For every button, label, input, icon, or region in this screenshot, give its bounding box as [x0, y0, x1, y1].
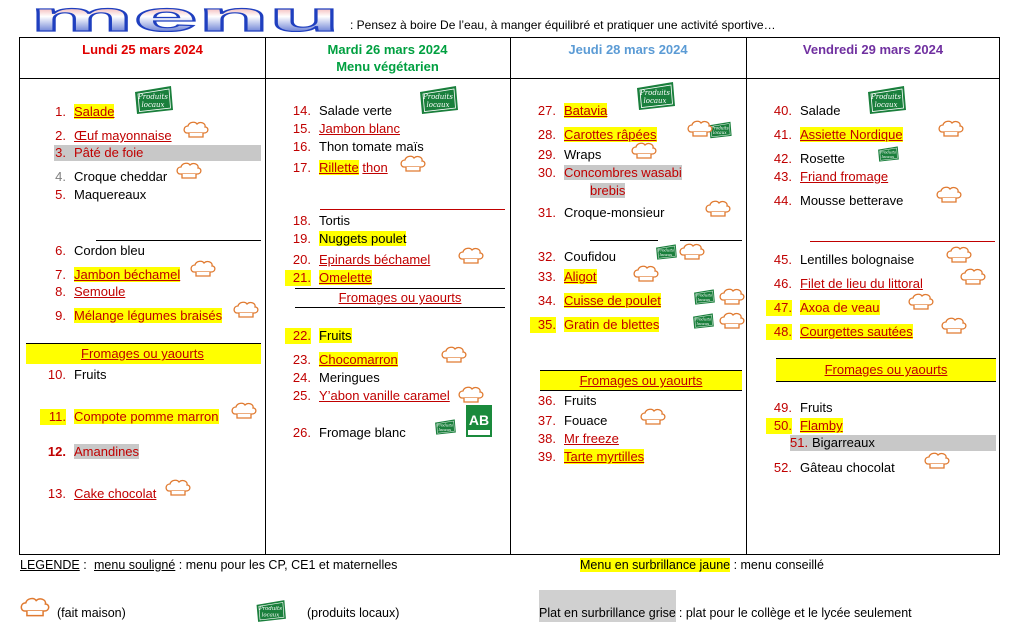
list-item: 36. Fruits — [537, 393, 597, 408]
list-item: 9. Mélange légumes braisés — [55, 308, 223, 323]
separator — [96, 240, 261, 241]
chef-hat-icon — [941, 317, 967, 335]
list-item: 10. Fruits — [47, 367, 107, 382]
legend-local-icon — [255, 598, 289, 624]
legend-yellow: Menu en surbrillance jaune : menu conseillé — [580, 558, 824, 572]
list-item: 3. Pâté de foie — [54, 145, 261, 161]
column-divider — [746, 38, 747, 554]
chef-hat-icon — [458, 247, 484, 265]
list-item: brebis — [590, 183, 626, 198]
list-item: 1. Salade — [55, 104, 115, 119]
list-item: 46. Filet de lieu du littoral — [773, 276, 923, 291]
list-item: 35. Gratin de blettes — [530, 317, 659, 333]
chef-hat-icon — [924, 452, 950, 470]
list-item: 48. Courgettes sautées — [766, 324, 913, 340]
list-item: 32. Coufidou — [537, 249, 617, 264]
cheese-band: Fromages ou yaourts — [776, 358, 996, 382]
list-item: 24. Meringues — [292, 370, 380, 385]
chef-hat-icon — [233, 301, 259, 319]
list-item: 22. Fruits — [285, 328, 352, 344]
list-item: 50. Flamby — [766, 418, 843, 434]
local-product-icon — [877, 145, 901, 163]
local-product-icon — [635, 80, 679, 112]
list-item: 29. Wraps — [537, 147, 602, 162]
list-item: 45. Lentilles bolognaise — [773, 252, 915, 267]
chef-hat-icon — [183, 121, 209, 139]
list-item: 7. Jambon béchamel — [55, 267, 181, 282]
chef-hat-icon — [441, 346, 467, 364]
list-item: 26. Fromage blanc — [292, 425, 406, 440]
local-product-icon — [692, 312, 716, 330]
list-item: 11. Compote pomme marron — [40, 409, 219, 425]
chef-hat-icon — [946, 246, 972, 264]
chef-hat-icon — [908, 293, 934, 311]
chef-hat-icon — [165, 479, 191, 497]
list-item: 5. Maquereaux — [55, 187, 147, 202]
list-item: 8. Semoule — [55, 284, 126, 299]
list-item: 49. Fruits — [773, 400, 833, 415]
chef-hat-icon — [938, 120, 964, 138]
local-product-icon — [133, 84, 177, 116]
chef-hat-icon — [190, 260, 216, 278]
svg-text:AB: AB — [468, 412, 490, 428]
list-item: 43. Friand fromage — [773, 169, 889, 184]
chef-hat-icon — [705, 200, 731, 218]
list-item: 40. Salade — [773, 103, 841, 118]
separator — [810, 241, 995, 242]
chef-hat-icon — [960, 268, 986, 286]
list-item: 33. Aligot — [537, 269, 597, 284]
list-item: 27. Batavia — [537, 103, 608, 118]
menu-logo — [30, 6, 342, 32]
chef-hat-icon — [679, 243, 705, 261]
column-divider — [265, 38, 266, 554]
list-item: 19. Nuggets poulet — [292, 231, 407, 246]
cheese-band: Fromages ou yaourts — [295, 288, 505, 308]
list-item: 23. Chocomarron — [292, 352, 398, 367]
list-item: 34. Cuisse de poulet — [537, 293, 661, 308]
legend-underlined: menu souligné : menu pour les CP, CE1 et maternelles — [94, 558, 398, 572]
cheese-band: Fromages ou yaourts — [540, 370, 742, 391]
list-item: 31. Croque-monsieur — [537, 205, 665, 220]
chef-hat-icon — [633, 265, 659, 283]
chef-hat-icon — [631, 142, 657, 160]
list-item: 18. Tortis — [292, 213, 351, 228]
list-item: 41. Assiette Nordique — [773, 127, 903, 142]
list-item: 13. Cake chocolat — [47, 486, 157, 501]
list-item: 20. Epinards béchamel — [292, 252, 431, 267]
local-product-icon — [434, 418, 458, 436]
day-friday-title: Vendredi 29 mars 2024 — [802, 42, 944, 57]
legend-local: (produits locaux) — [307, 606, 400, 620]
separator — [320, 209, 505, 210]
chef-hat-icon — [936, 186, 962, 204]
list-item: 42. Rosette — [773, 151, 845, 166]
list-item: 17. Rillette thon — [292, 160, 388, 175]
list-item: 4. Croque cheddar — [55, 169, 168, 184]
day-tuesday-title: Mardi 26 mars 2024 Menu végétarien — [327, 42, 448, 74]
header-divider — [20, 78, 999, 79]
list-item: 14. Salade verte — [292, 103, 392, 118]
column-divider — [510, 38, 511, 554]
day-monday-title: Lundi 25 mars 2024 — [82, 42, 203, 57]
chef-hat-icon — [719, 288, 745, 306]
list-item: 44. Mousse betterave — [773, 193, 904, 208]
list-item: 16. Thon tomate maïs — [292, 139, 424, 154]
local-product-icon — [693, 288, 717, 306]
chef-hat-icon — [458, 386, 484, 404]
local-product-icon — [866, 84, 910, 116]
chef-hat-icon — [640, 408, 666, 426]
list-item: 51. Bigarreaux — [790, 435, 996, 451]
list-item: 47. Axoa de veau — [766, 300, 880, 316]
list-item: 37. Fouace — [537, 413, 608, 428]
chef-hat-icon — [176, 162, 202, 180]
local-product-icon — [655, 243, 679, 261]
ab-organic-icon — [466, 405, 492, 437]
separator — [680, 240, 742, 241]
list-item: 25. Y’abon vanille caramel — [292, 388, 450, 403]
chef-hat-icon — [719, 312, 745, 330]
list-item: 38. Mr freeze — [537, 431, 619, 446]
list-item: 2. Œuf mayonnaise — [55, 128, 172, 143]
list-item: 21. Omelette — [285, 270, 372, 286]
list-item: 15. Jambon blanc — [292, 121, 400, 136]
list-item: 39. Tarte myrtilles — [537, 449, 645, 464]
day-thursday-title: Jeudi 28 mars 2024 — [568, 42, 688, 57]
chef-hat-icon — [231, 402, 257, 420]
list-item: 52. Gâteau chocolat — [773, 460, 895, 475]
list-item: 6. Cordon bleu — [55, 243, 145, 258]
tagline: : Pensez à boire De l’eau, à manger équilibré et pratiquer une activité sportive… — [350, 18, 776, 32]
svg-text:menu: menu — [30, 6, 340, 32]
list-item: 12. Amandines — [47, 444, 140, 459]
list-item: 30. Concombres wasabi — [537, 165, 682, 180]
separator — [590, 240, 658, 241]
legend-title: LEGENDE : — [20, 558, 87, 572]
chef-hat-icon — [687, 120, 713, 138]
legend-grey: Plat en surbrillance grise : plat pour le collège et le lycée seulement — [539, 590, 912, 622]
chef-hat-icon — [400, 155, 426, 173]
legend-homemade-icon — [20, 597, 50, 618]
legend-homemade: (fait maison) — [57, 606, 126, 620]
local-product-icon — [418, 84, 462, 116]
cheese-band: Fromages ou yaourts — [26, 343, 261, 364]
list-item: 28. Carottes râpées — [537, 127, 657, 142]
